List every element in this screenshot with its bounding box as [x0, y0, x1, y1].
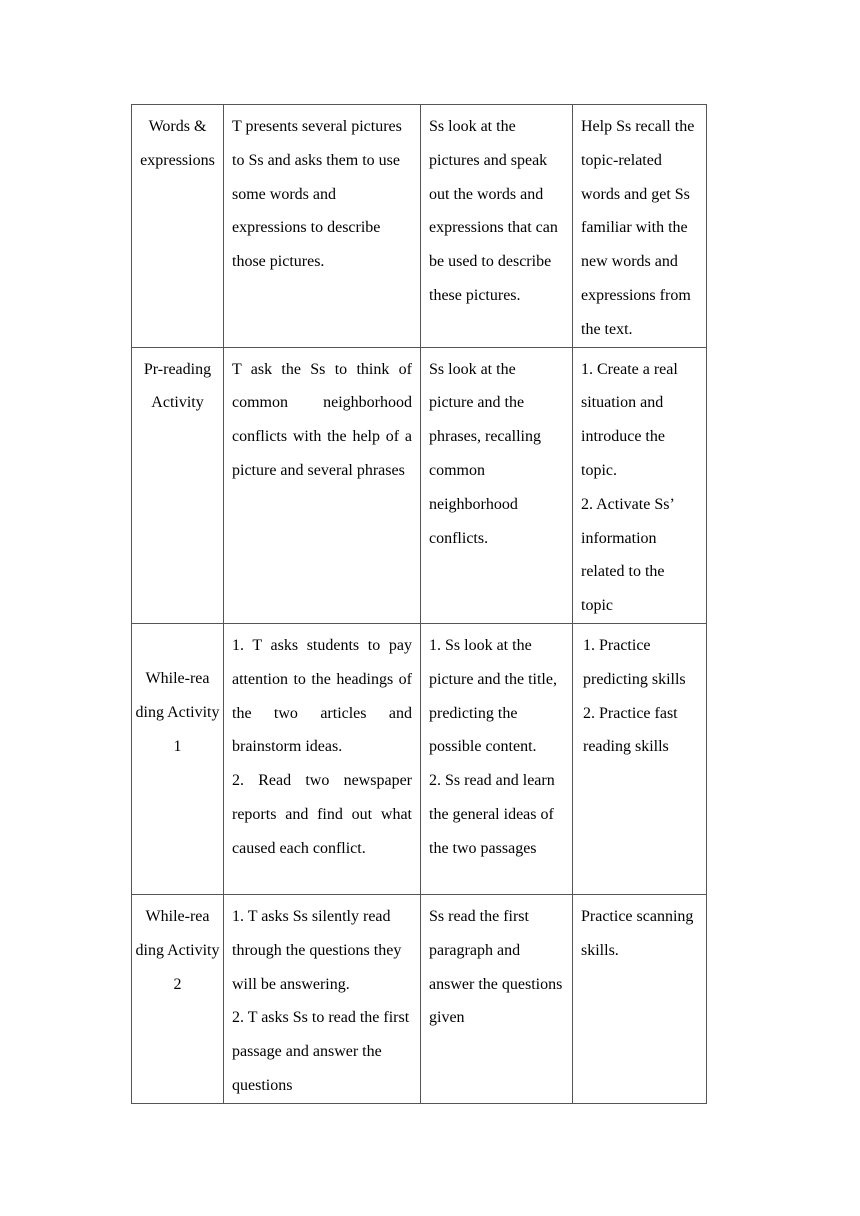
- purpose-cell: Help Ss recall the topic-related words and get Ss familiar with the new words and expressions from the text.: [573, 105, 707, 348]
- purpose-line: 2. Practice fast reading skills: [583, 704, 678, 756]
- teacher-activity-cell: [224, 623, 421, 894]
- purpose-line: 2. Activate Ss’ information related to the topic: [581, 495, 674, 615]
- student-activity-cell: Ss look at the pictures and speak out the words and expressions that can be used to describe these pictures.: [421, 105, 573, 348]
- teacher-activity-cell: T presents several pictures to Ss and asks them to use some words and expressions to describe those pictures.: [224, 105, 421, 348]
- table-row: [132, 105, 707, 348]
- table-row: [132, 347, 707, 623]
- student-step: 1. Ss look at the picture and the title, predicting the possible content.: [429, 636, 557, 756]
- student-step: 2. Ss read and learn the general ideas of the two passages: [429, 772, 555, 857]
- teacher-step: 1. T asks students to pay attention to the headings of the two articles and brainstorm ideas.: [232, 636, 412, 756]
- teacher-activity-cell: [224, 894, 421, 1103]
- stage-cell: Words & expressions: [132, 105, 224, 348]
- lesson-plan-table: [131, 104, 707, 1104]
- stage-cell: While-rea ding Activity 1: [132, 623, 224, 894]
- teacher-step: 1. T asks Ss silently read through the questions they will be answering.: [232, 907, 402, 993]
- purpose-line: 1. Create a real situation and introduce the topic.: [581, 360, 678, 479]
- stage-cell: Pr-reading Activity: [132, 347, 224, 623]
- stage-cell: While-rea ding Activity 2: [132, 894, 224, 1103]
- purpose-cell: [573, 623, 707, 894]
- purpose-cell: [573, 347, 707, 623]
- teacher-step: 2. Read two newspaper reports and find out what caused each conflict.: [232, 772, 412, 857]
- teacher-step: 2. T asks Ss to read the first passage and answer the questions: [232, 1009, 410, 1094]
- table-row: [132, 894, 707, 1103]
- purpose-line: 1. Practice predicting skills: [583, 636, 686, 688]
- table-row: [132, 623, 707, 894]
- purpose-cell: Practice scanning skills.: [573, 894, 707, 1103]
- student-activity-cell: Ss read the first paragraph and answer the questions given: [421, 894, 573, 1103]
- student-activity-cell: Ss look at the picture and the phrases, recalling common neighborhood conflicts.: [421, 347, 573, 623]
- student-activity-cell: [421, 623, 573, 894]
- teacher-activity-cell: T ask the Ss to think of common neighborhood conflicts with the help of a picture and several phrases: [224, 347, 421, 623]
